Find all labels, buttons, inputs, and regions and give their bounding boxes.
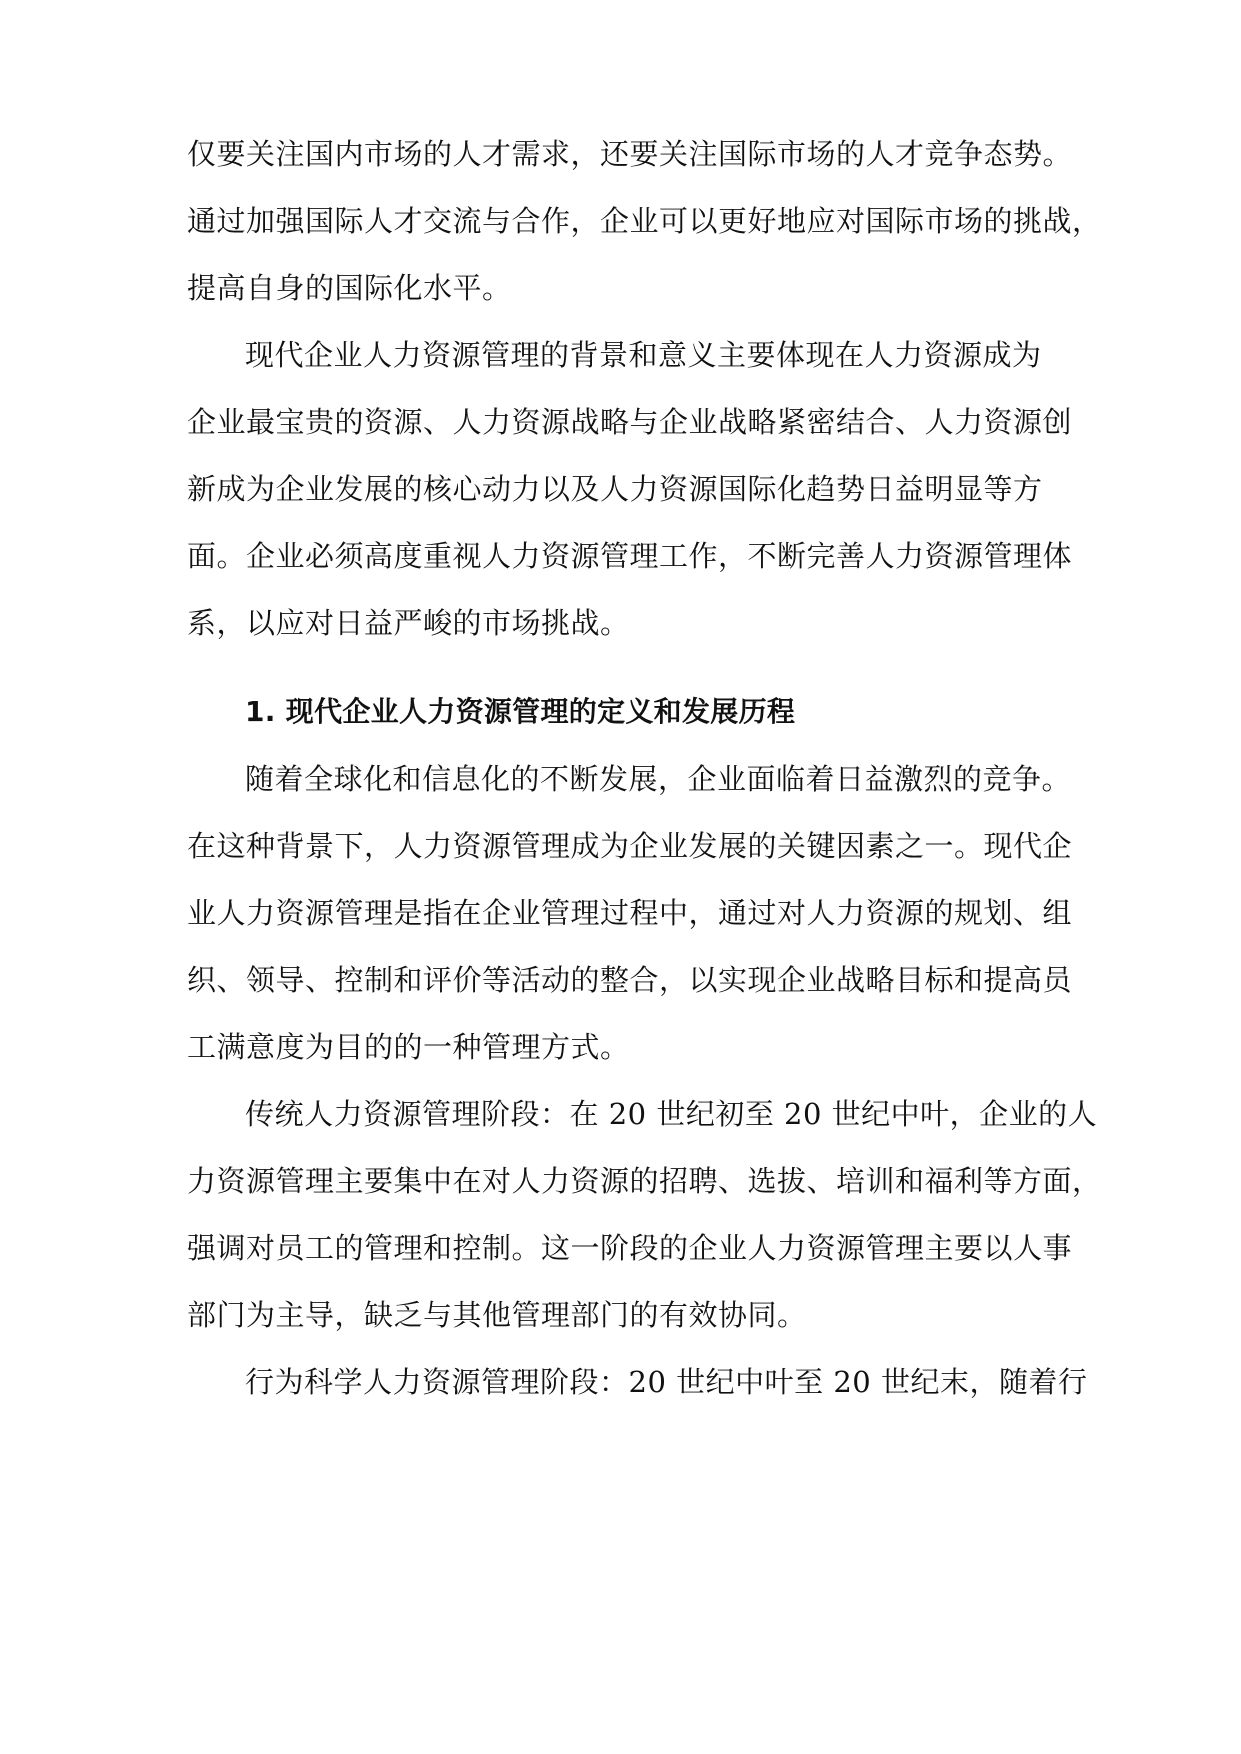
text-line: 新成为企业发展的核心动力以及人力资源国际化趋势日益明显等方 bbox=[187, 472, 1043, 506]
text-line: 织、领导、控制和评价等活动的整合，以实现企业战略目标和提高员 bbox=[187, 963, 1073, 997]
text-line: 力资源管理主要集中在对人力资源的招聘、选拔、培训和福利等方面， bbox=[187, 1164, 1102, 1198]
paragraph-first-line: 现代企业人力资源管理的背景和意义主要体现在人力资源成为 bbox=[245, 338, 1042, 372]
text-line: 通过加强国际人才交流与合作，企业可以更好地应对国际市场的挑战， bbox=[187, 204, 1102, 238]
paragraph-first-line: 行为科学人力资源管理阶段：20 世纪中叶至 20 世纪末，随着行 bbox=[245, 1365, 1088, 1399]
text-line: 提高自身的国际化水平。 bbox=[187, 271, 512, 305]
text-line: 工满意度为目的的一种管理方式。 bbox=[187, 1030, 630, 1064]
text-line: 企业最宝贵的资源、人力资源战略与企业战略紧密结合、人力资源创 bbox=[187, 405, 1073, 439]
text-line: 强调对员工的管理和控制。这一阶段的企业人力资源管理主要以人事 bbox=[187, 1231, 1073, 1265]
section-heading: 1. 现代企业人力资源管理的定义和发展历程 bbox=[245, 695, 796, 728]
text-line: 业人力资源管理是指在企业管理过程中，通过对人力资源的规划、组 bbox=[187, 896, 1073, 930]
text-line: 系，以应对日益严峻的市场挑战。 bbox=[187, 606, 630, 640]
text-line: 面。企业必须高度重视人力资源管理工作，不断完善人力资源管理体 bbox=[187, 539, 1073, 573]
text-line: 部门为主导，缺乏与其他管理部门的有效协同。 bbox=[187, 1298, 807, 1332]
paragraph-first-line: 随着全球化和信息化的不断发展，企业面临着日益激烈的竞争。 bbox=[245, 762, 1072, 796]
text-line: 仅要关注国内市场的人才需求，还要关注国际市场的人才竞争态势。 bbox=[187, 137, 1073, 171]
text-line: 在这种背景下，人力资源管理成为企业发展的关键因素之一。现代企 bbox=[187, 829, 1073, 863]
paragraph-first-line: 传统人力资源管理阶段：在 20 世纪初至 20 世纪中叶，企业的人 bbox=[245, 1097, 1098, 1131]
